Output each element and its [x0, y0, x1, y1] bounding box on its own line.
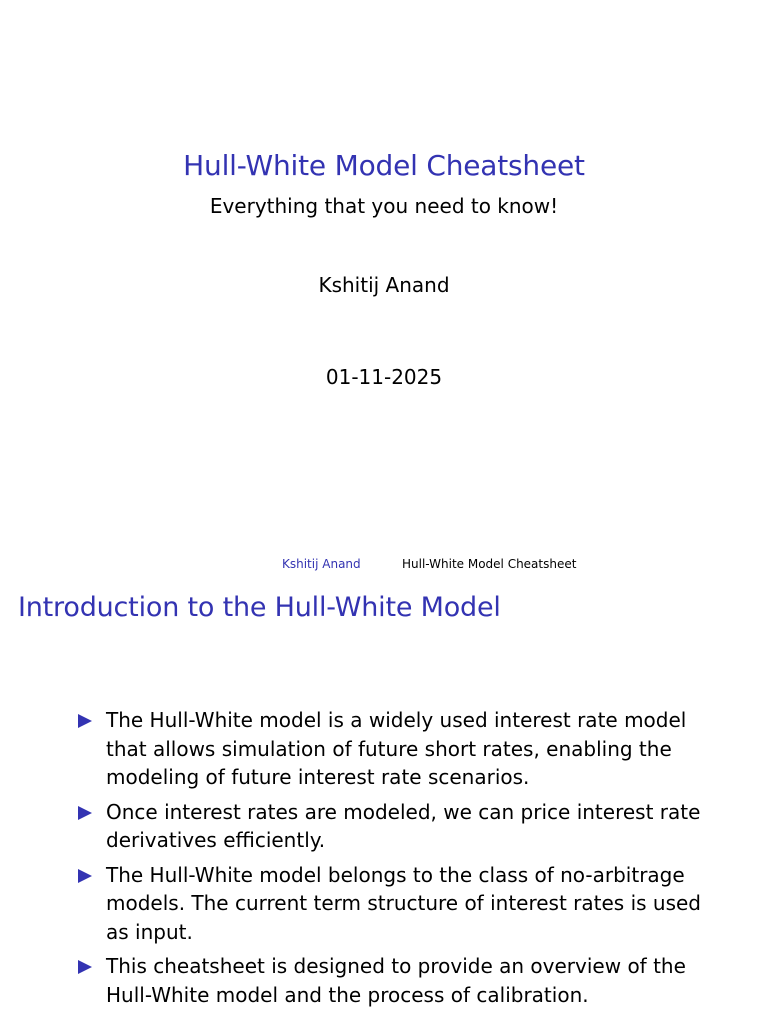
intro-frame-title: Introduction to the Hull-White Model: [18, 592, 501, 623]
bullet-text: The Hull-White model is a widely used interest rate model that allows simulation of future short rates, enabling the modeling of future interest rate scenarios.: [106, 708, 687, 789]
list-item: [76, 952, 726, 1009]
list-item: [76, 861, 726, 947]
intro-bullet-list: [76, 706, 726, 1015]
presentation-date: 01-11-2025: [325, 365, 443, 389]
presentation-subtitle: Everything that you need to know!: [209, 194, 559, 218]
presentation-author: Kshitij Anand: [318, 273, 450, 297]
footline-author: Kshitij Anand: [282, 557, 361, 571]
bullet-text: The Hull-White model belongs to the class of no-arbitrage models. The current term structure of interest rates is used as input.: [106, 862, 701, 944]
footline: [0, 557, 768, 573]
bullet-text: This cheatsheet is designed to provide an overview of the Hull-White model and the process of calibration.: [106, 954, 686, 1007]
triangle-bullet-icon: [78, 869, 92, 883]
triangle-bullet-icon: [78, 806, 92, 820]
list-item: [76, 706, 726, 792]
list-item: [76, 798, 726, 855]
bullet-text: Once interest rates are modeled, we can price interest rate derivatives efficiently.: [106, 799, 701, 852]
footline-title: Hull-White Model Cheatsheet: [402, 557, 577, 571]
presentation-title: Hull-White Model Cheatsheet: [183, 149, 585, 182]
triangle-bullet-icon: [78, 960, 92, 974]
triangle-bullet-icon: [78, 714, 92, 728]
